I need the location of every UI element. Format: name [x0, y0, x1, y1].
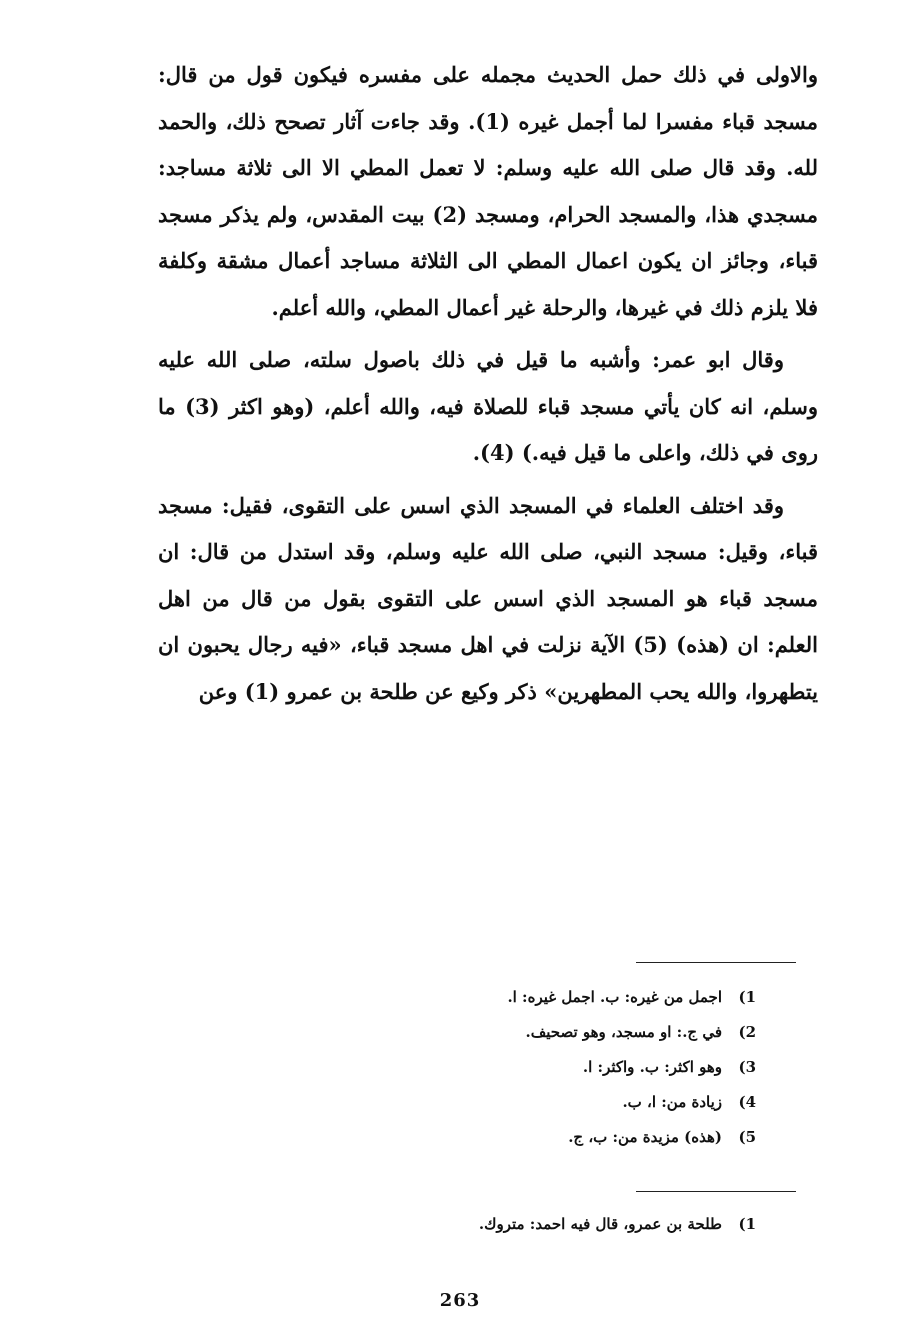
footnote-text: في ج.: او مسجد، وهو تصحيف. [525, 1023, 722, 1041]
footnote-text: طلحة بن عمرو، قال فيه احمد: متروك. [478, 1215, 722, 1233]
footnote-number: 4) [738, 1093, 756, 1111]
footnote-item [236, 980, 756, 1015]
footnote-number: 3) [738, 1058, 756, 1076]
footnotes-primary [236, 980, 756, 1155]
paragraph-3: وقد اختلف العلماء في المسجد الذي اسس على التقوى، فقيل: مسجد قباء، وقيل: مسجد النبي، صلى الله عليه وسلم، وقد استدل من قال: ان مسجد قباء هو المسجد الذي اسس على التقوى بقول من قال من اهل العلم: ان (هذه) (5) الآية نزلت في اهل مسجد قباء، «فيه رجال يحبون ان يتطهروا، والله يحب المطهرين» ذكر وكيع عن طلحة بن عمرو (1) وعن [158, 492, 818, 704]
footnote-text: اجمل من غيره: ب. اجمل غيره: ا. [507, 988, 722, 1006]
footnote-divider-secondary [636, 1191, 796, 1192]
footnote-item [236, 1207, 756, 1242]
page-number: 263 [439, 1290, 481, 1311]
footnote-number: 1) [738, 1215, 756, 1233]
footnotes-secondary [236, 1207, 756, 1242]
footnote-number: 2) [738, 1023, 756, 1041]
footnote-number: 1) [738, 988, 756, 1006]
footnote-text: زيادة من: ا، ب. [622, 1093, 722, 1111]
footnote-item [236, 1085, 756, 1120]
footnote-text: وهو اكثر: ب. واكثر: ا. [582, 1058, 722, 1076]
footnote-item [236, 1050, 756, 1085]
main-text-block [158, 52, 818, 721]
footnote-divider-primary [636, 962, 796, 963]
footnote-item [236, 1015, 756, 1050]
footnote-number: 5) [738, 1128, 756, 1146]
paragraph-1: والاولى في ذلك حمل الحديث مجمله على مفسره فيكون قول من قال: مسجد قباء مفسرا لما أجمل غيره (1). وقد جاءت آثار تصحح ذلك، والحمد لله. وقد قال صلى الله عليه وسلم: لا تعمل المطي الا الى ثلاثة مساجد: مسجدي هذا، والمسجد الحرام، ومسجد (2) بيت المقدس، ولم يذكر مسجد قباء، وجائز ان يكون اعمال المطي الى الثلاثة مساجد أعمال مشقة وكلفة فلا يلزم ذلك في غيرها، والرحلة غير أعمال المطي، والله أعلم. [158, 62, 819, 320]
paragraph-2: وقال ابو عمر: وأشبه ما قيل في ذلك باصول سلته، صلى الله عليه وسلم، انه كان يأتي مسجد قباء للصلاة فيه، والله أعلم، (وهو اكثر (3) ما روى في ذلك، واعلى ما قيل فيه.) (4). [158, 347, 818, 465]
footnote-text: (هذه) مزيدة من: ب، ج. [568, 1128, 722, 1146]
footnote-item [236, 1120, 756, 1155]
